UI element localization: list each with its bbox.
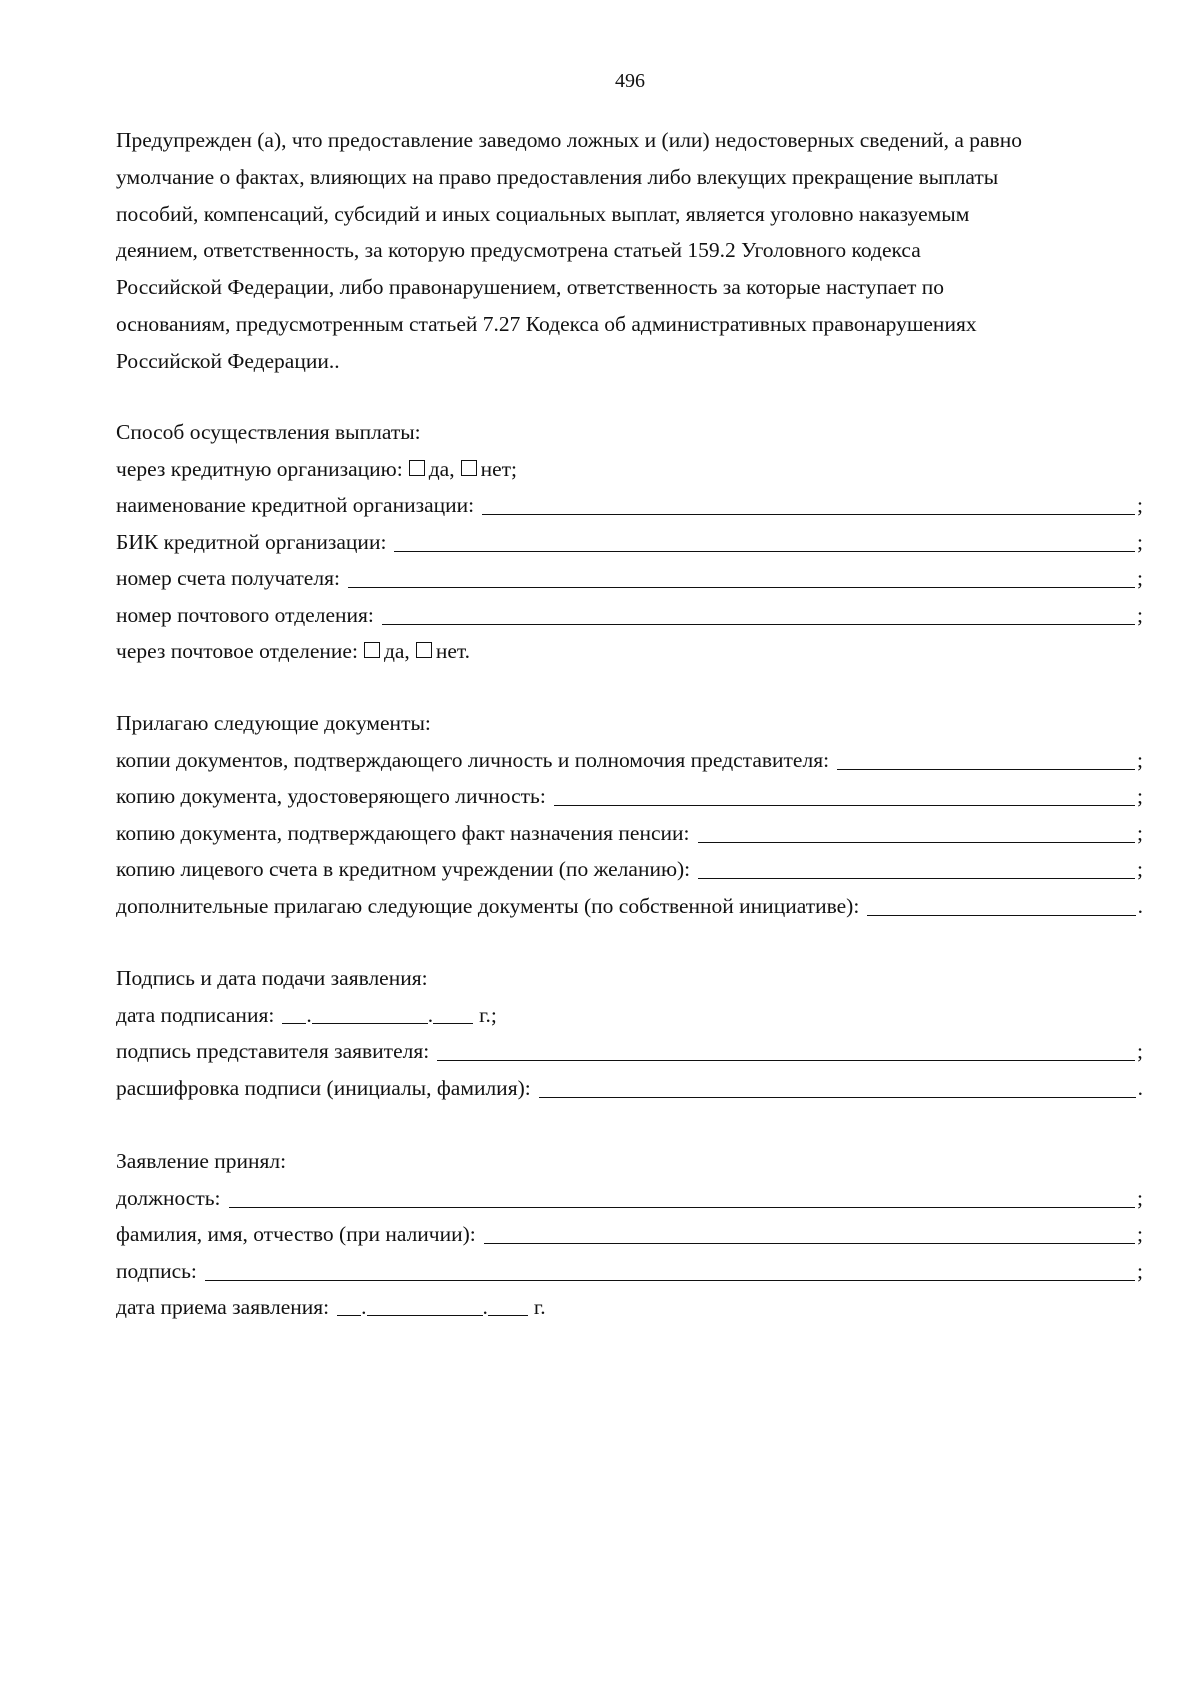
acceptance-date-row	[116, 1289, 1143, 1326]
post-office-choice-row	[116, 633, 1143, 670]
row-end-mark: ;	[1137, 820, 1143, 845]
bank-name-label: наименование кредитной организации:	[116, 493, 475, 517]
document-row	[116, 742, 1143, 779]
warning-paragraph	[116, 122, 1140, 380]
post-office-number-label: номер почтового отделения:	[116, 602, 374, 627]
documents-heading: Прилагаю следующие документы:	[116, 711, 431, 735]
document-field[interactable]	[867, 897, 1135, 916]
account-label: номер счета получателя:	[116, 566, 340, 590]
account-row	[116, 560, 1143, 597]
rep-signature-row	[116, 1033, 1143, 1070]
document-row	[116, 851, 1143, 888]
page-number: 496	[615, 70, 645, 92]
payment-heading: Способ осуществления выплаты:	[116, 420, 421, 444]
row-end-mark: ;	[1137, 566, 1143, 590]
credit-org-label: через кредитную организацию:	[116, 456, 403, 481]
post-office-number-field[interactable]	[382, 606, 1135, 625]
row-end-mark: ;	[1137, 602, 1143, 627]
row-end-mark: ;	[1137, 1039, 1143, 1063]
acceptor-signature-field[interactable]	[205, 1262, 1135, 1281]
fio-row	[116, 1216, 1143, 1253]
signature-decode-row	[116, 1070, 1143, 1107]
signing-date-label: дата подписания:	[116, 1002, 275, 1027]
warning-line: Российской Федерации, либо правонарушением, ответственность за которые наступает по	[116, 275, 945, 300]
warning-line: умолчание о фактах, влияющих на право предоставления либо влекущих прекращение выплаты	[116, 164, 999, 189]
row-end-mark: ;	[1137, 1222, 1143, 1246]
signature-heading: Подпись и дата подачи заявления:	[116, 966, 428, 990]
document-label: копии документов, подтверждающего личность и полномочия представителя:	[116, 747, 830, 772]
document-row	[116, 888, 1143, 925]
row-end-mark: .	[1137, 1075, 1143, 1100]
acceptance-date-field[interactable]: . .	[337, 1289, 528, 1326]
position-label: должность:	[116, 1185, 221, 1210]
warning-line: пособий, компенсаций, субсидий и иных социальных выплат, является уголовно наказуемым	[116, 201, 970, 226]
accepted-heading: Заявление принял:	[116, 1149, 287, 1173]
credit-org-no-label: нет;	[480, 456, 518, 481]
bik-row	[116, 524, 1143, 561]
document-label: дополнительные прилагаю следующие документы (по собственной инициативе):	[116, 893, 860, 918]
credit-org-yes-checkbox[interactable]	[409, 460, 425, 476]
bik-label: БИК кредитной организации:	[116, 529, 387, 554]
payment-section	[116, 414, 1143, 670]
rep-signature-label: подпись представителя заявителя:	[116, 1039, 430, 1063]
row-end-mark: ;	[1137, 784, 1143, 808]
fio-field[interactable]	[484, 1225, 1135, 1244]
signing-date-suffix: г.;	[479, 1002, 497, 1027]
row-end-mark: .	[1137, 893, 1143, 918]
post-office-number-row	[116, 597, 1143, 634]
post-office-yes-label: да,	[383, 639, 410, 663]
fio-label: фамилия, имя, отчество (при наличии):	[116, 1222, 476, 1246]
row-end-mark: ;	[1137, 857, 1143, 881]
document-field[interactable]	[698, 824, 1136, 843]
post-office-no-checkbox[interactable]	[416, 642, 432, 658]
signing-date-field[interactable]: . .	[282, 997, 473, 1034]
warning-line: Российской Федерации..	[116, 348, 340, 373]
acceptor-signature-row	[116, 1253, 1143, 1290]
row-end-mark: ;	[1137, 529, 1143, 554]
accepted-heading-row	[116, 1143, 1143, 1180]
signature-heading-row	[116, 960, 1143, 997]
document-row	[116, 815, 1143, 852]
document-field[interactable]	[837, 751, 1135, 770]
payment-heading-row	[116, 414, 1143, 451]
bik-field[interactable]	[394, 533, 1135, 552]
document-label: копию документа, подтверждающего факт назначения пенсии:	[116, 820, 690, 845]
warning-line: основаниям, предусмотренным статьей 7.27 Кодекса об административных правонарушениях	[116, 311, 977, 336]
document-label: копию документа, удостоверяющего личность:	[116, 784, 546, 808]
post-office-no-label: нет.	[435, 639, 471, 663]
row-end-mark: ;	[1137, 1258, 1143, 1283]
warning-line: Предупрежден (а), что предоставление заведомо ложных и (или) недостоверных сведений, а равно	[116, 128, 1022, 152]
acceptor-signature-label: подпись:	[116, 1258, 197, 1283]
document-label: копию лицевого счета в кредитном учреждении (по желанию):	[116, 857, 691, 881]
credit-org-choice-row	[116, 451, 1143, 488]
row-end-mark: ;	[1137, 1185, 1143, 1210]
accepted-section	[116, 1143, 1143, 1326]
document-field[interactable]	[698, 860, 1135, 879]
warning-line: деянием, ответственность, за которую предусмотрена статьей 159.2 Уголовного кодекса	[116, 238, 921, 263]
acceptance-date-label: дата приема заявления:	[116, 1295, 330, 1319]
signature-decode-label: расшифровка подписи (инициалы, фамилия):	[116, 1075, 531, 1100]
acceptance-date-suffix: г.	[533, 1295, 546, 1319]
rep-signature-field[interactable]	[437, 1042, 1135, 1061]
post-office-yes-checkbox[interactable]	[364, 642, 380, 658]
credit-org-yes-label: да,	[428, 456, 455, 481]
credit-org-no-checkbox[interactable]	[461, 460, 477, 476]
position-row	[116, 1180, 1143, 1217]
signature-section	[116, 960, 1143, 1106]
row-end-mark: ;	[1137, 747, 1143, 772]
documents-heading-row	[116, 705, 1143, 742]
documents-section	[116, 705, 1143, 924]
signing-date-row	[116, 997, 1143, 1034]
document-row	[116, 778, 1143, 815]
bank-name-row	[116, 487, 1143, 524]
position-field[interactable]	[229, 1189, 1136, 1208]
document-field[interactable]	[554, 787, 1135, 806]
account-field[interactable]	[348, 569, 1135, 588]
post-office-label: через почтовое отделение:	[116, 639, 358, 663]
row-end-mark: ;	[1137, 493, 1143, 517]
bank-name-field[interactable]	[482, 496, 1135, 515]
signature-decode-field[interactable]	[539, 1079, 1136, 1098]
